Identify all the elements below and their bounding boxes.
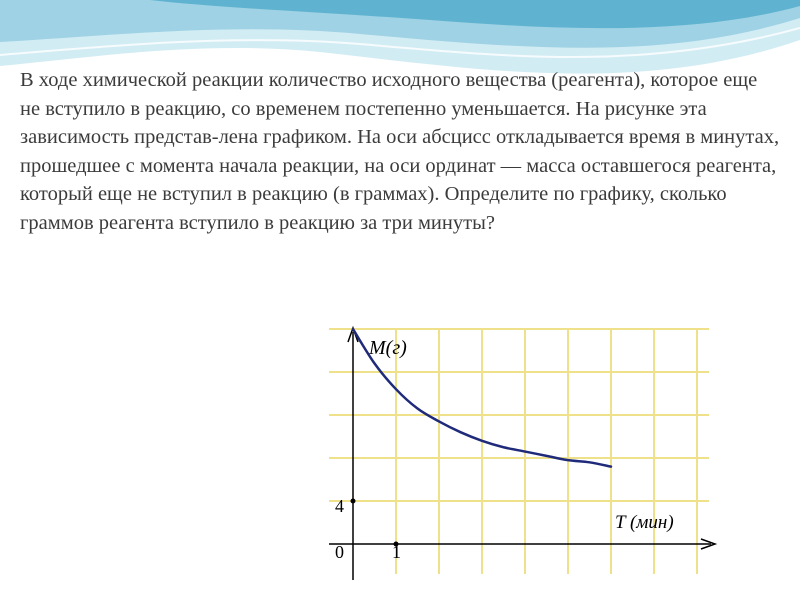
x-tick-label: 1 — [392, 542, 401, 562]
chart-grid — [329, 322, 709, 574]
y-axis-label: M(г) — [369, 337, 407, 359]
task-text: В ходе химической реакции количество исходного вещества (реагента), которое еще не вступило в реакцию, со временем постепенно уменьшается. На рисунке эта зависимость представ-лена графиком. На оси абсцисс откладывается время в минутах, прошедшее с момента начала реакции, на оси ординат — масса оставшегося реагента, который еще не вступил в реакцию (в граммах). Определите по графику, сколько граммов реагента вступило в реакцию за три минуты? — [20, 69, 780, 234]
x-axis-label: T (мин) — [615, 512, 674, 533]
y-tick-label: 4 — [335, 496, 344, 516]
reaction-chart — [325, 322, 720, 600]
origin-label: 0 — [335, 542, 344, 562]
chart-axes — [329, 328, 715, 580]
y-tick-dot — [351, 499, 356, 504]
chart-labels — [335, 337, 674, 562]
